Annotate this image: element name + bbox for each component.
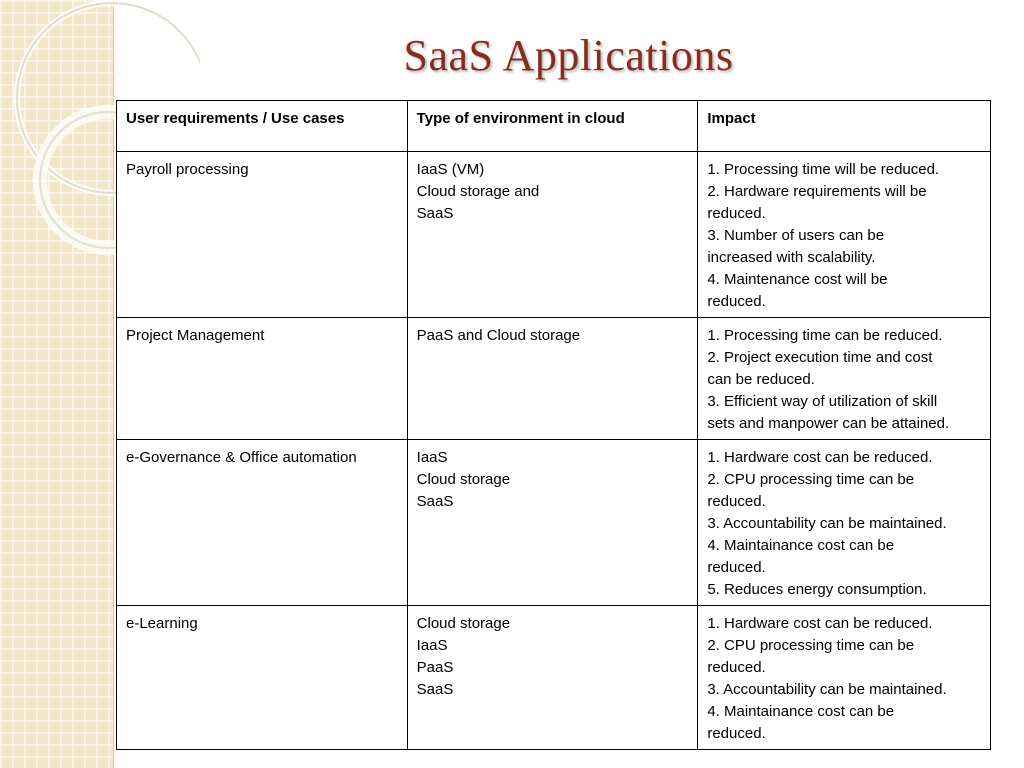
environment-line: SaaS: [416, 493, 454, 510]
environment-cell: [407, 440, 698, 606]
impact-line: sets and manpower can be attained.: [707, 415, 950, 432]
table-row: [117, 152, 991, 318]
environment-line: SaaS: [416, 681, 454, 698]
environment-line: IaaS: [416, 449, 448, 466]
use-case-cell: e-Governance & Office automation: [117, 440, 408, 606]
table-row: [117, 606, 991, 750]
use-case-cell: Payroll processing: [117, 152, 408, 318]
saas-applications-table: [116, 100, 991, 750]
environment-line: IaaS: [416, 637, 448, 654]
table-header-row: [117, 101, 991, 152]
impact-line: 1. Hardware cost can be reduced.: [707, 449, 933, 466]
table-row: [117, 440, 991, 606]
impact-line: 3. Accountability can be maintained.: [707, 681, 947, 698]
impact-line: can be reduced.: [707, 371, 815, 388]
impact-line: 2. CPU processing time can be: [707, 637, 915, 654]
impact-line: reduced.: [707, 659, 766, 676]
environment-line: SaaS: [416, 205, 454, 222]
environment-line: Cloud storage: [416, 471, 511, 488]
impact-line: 3. Efficient way of utilization of skill: [707, 393, 938, 410]
slide-title: SaaS Applications: [403, 31, 734, 80]
decorative-side-panel: [0, 0, 114, 768]
impact-line: 4. Maintainance cost can be: [707, 703, 895, 720]
impact-line: reduced.: [707, 559, 766, 576]
environment-line: Cloud storage and: [416, 183, 540, 200]
impact-line: reduced.: [707, 205, 766, 222]
environment-cell: [407, 152, 698, 318]
impact-line: 4. Maintainance cost can be: [707, 537, 895, 554]
header-environment: Type of environment in cloud: [407, 101, 698, 152]
use-case-cell: e-Learning: [117, 606, 408, 750]
impact-line: 4. Maintenance cost will be: [707, 271, 888, 288]
environment-cell: [407, 606, 698, 750]
impact-line: 2. Hardware requirements will be: [707, 183, 927, 200]
impact-cell: [698, 152, 991, 318]
impact-line: reduced.: [707, 725, 766, 742]
impact-cell: [698, 606, 991, 750]
impact-line: 2. Project execution time and cost: [707, 349, 933, 366]
environment-line: Cloud storage: [416, 615, 511, 632]
impact-line: reduced.: [707, 293, 766, 310]
table-row: [117, 318, 991, 440]
impact-cell: [698, 318, 991, 440]
impact-line: 3. Accountability can be maintained.: [707, 515, 947, 532]
impact-line: 1. Processing time can be reduced.: [707, 327, 943, 344]
header-use-cases: User requirements / Use cases: [117, 101, 408, 152]
impact-line: 2. CPU processing time can be: [707, 471, 915, 488]
environment-line: IaaS (VM): [416, 161, 485, 178]
impact-line: 1. Processing time will be reduced.: [707, 161, 940, 178]
impact-line: increased with scalability.: [707, 249, 876, 266]
header-impact: Impact: [698, 101, 991, 152]
impact-cell: [698, 440, 991, 606]
impact-line: 5. Reduces energy consumption.: [707, 581, 927, 598]
environment-line: PaaS: [416, 659, 454, 676]
impact-line: 1. Hardware cost can be reduced.: [707, 615, 933, 632]
environment-line: PaaS and Cloud storage: [416, 327, 581, 344]
use-case-cell: Project Management: [117, 318, 408, 440]
environment-cell: [407, 318, 698, 440]
impact-line: reduced.: [707, 493, 766, 510]
impact-line: 3. Number of users can be: [707, 227, 885, 244]
